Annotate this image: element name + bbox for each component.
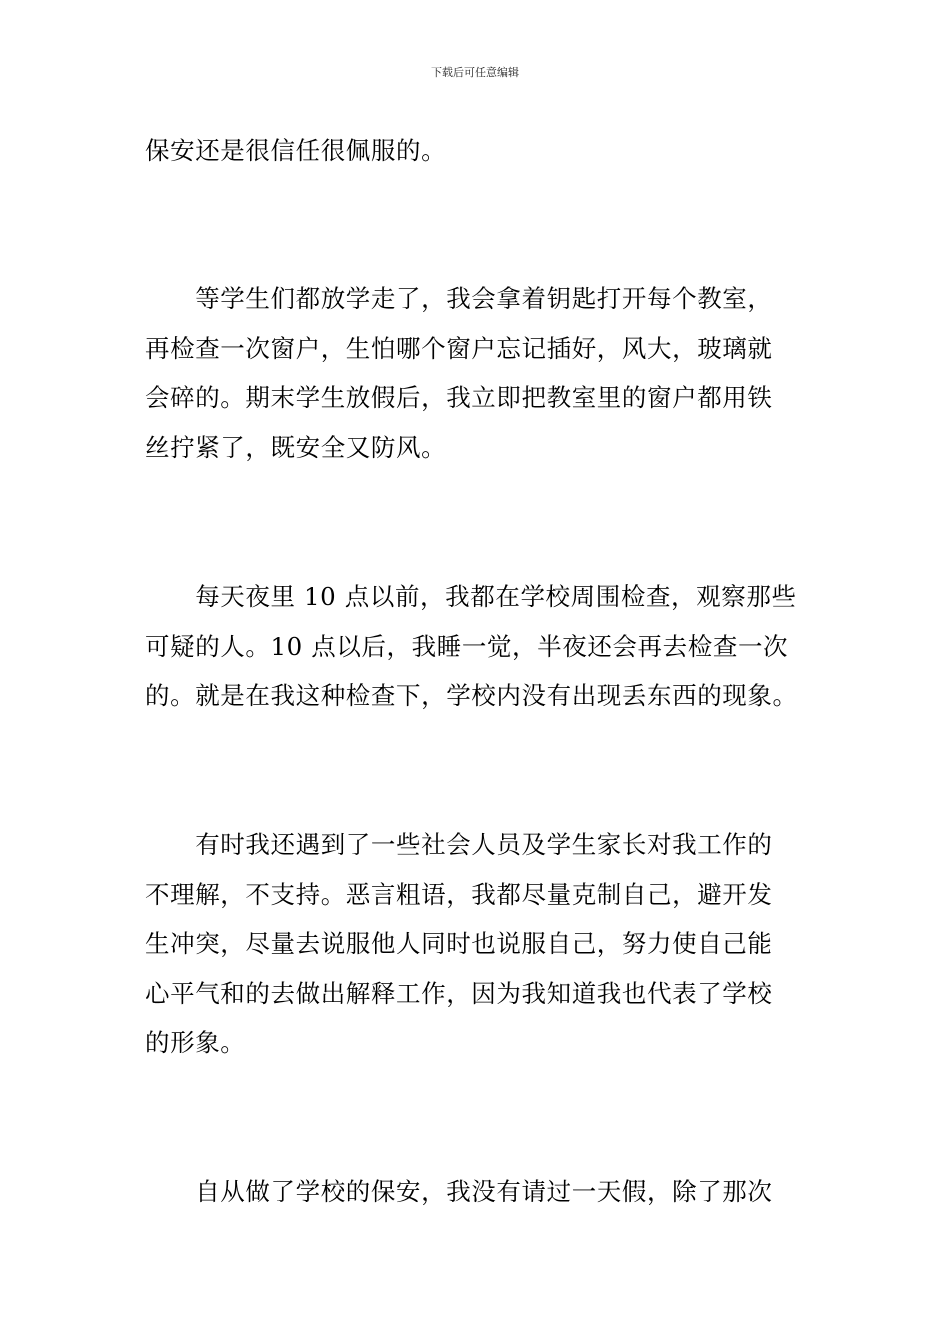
text-line: 会碎的。期末学生放假后，我立即把教室里的窗户都用铁: [145, 383, 773, 412]
text-line: 每天夜里 10 点以前，我都在学校周围检查，观察那些: [145, 582, 797, 611]
text-line: 保安还是很信任很佩服的。: [145, 136, 447, 165]
text-line: 丝拧紧了，既安全又防风。: [145, 433, 447, 462]
text-line: 等学生们都放学走了，我会拿着钥匙打开每个教室，: [145, 284, 773, 313]
text-line: 的。就是在我这种检查下，学校内没有出现丢东西的现象。: [145, 681, 798, 710]
text-line: 有时我还遇到了一些社会人员及学生家长对我工作的: [145, 830, 773, 859]
text-line: 生冲突，尽量去说服他人同时也说服自己，努力使自己能: [145, 929, 773, 958]
text-line: 再检查一次窗户，生怕哪个窗户忘记插好，风大，玻璃就: [145, 334, 773, 363]
page-header: 下载后可任意编辑: [431, 66, 519, 79]
text-line: 自从做了学校的保安，我没有请过一天假，除了那次: [145, 1177, 773, 1206]
text-line: 不理解，不支持。恶言粗语，我都尽量克制自己，避开发: [145, 880, 773, 909]
text-line: 可疑的人。10 点以后，我睡一觉，半夜还会再去检查一次: [145, 632, 789, 661]
text-line: 心平气和的去做出解释工作，因为我知道我也代表了学校: [145, 979, 773, 1008]
text-line: 的形象。: [145, 1028, 246, 1057]
